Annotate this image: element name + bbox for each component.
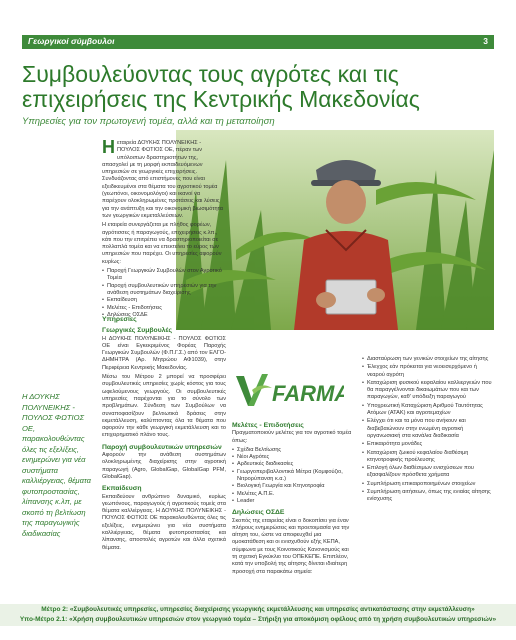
list-item: • Μελέτες - Επιδοτήσεις [102, 305, 224, 312]
list-item: • Διασταύρωση των γενικών στοιχείων της αίτησης [362, 356, 496, 363]
list-item: • Γεωργοπεριβαλλοντικά Μέτρα (Κομφούζιο, Νιτρορύπανση κ.α.) [232, 469, 354, 484]
section-tab [22, 35, 494, 49]
list-item: • Καταχώριση ζωικού κεφαλαίου διαθέσιμη κτηνοτροφικής προέλευσης [362, 450, 496, 465]
education-paragraph: Εκπαιδεύουν ανθρώπινο δυναμικό, κυρίως γεωπόνους, παραγωγούς ή αγροτικούς τομείς στα θέματα καλλιέργειας. Η ΔΟΥΚΗΣ ΠΟΛΥΝΕΙΚΗΣ - ΠΟΥΛΟΣ ΦΩΤΙΟΣ ΟΕ παρακολουθώντας όλες τις εξελίξεις, ενημερώνει για νέα συστήματα καλλιέργειας, θέματα φυτοπροστασίας και λίπανσης, αποστολές αγροτών και άλλα σχετικά θέματα. [102, 493, 226, 551]
agri-paragraph-2: Μέσω του Μέτρου 2 μπορεί να προσφέρει συμβουλευτικές υπηρεσίες χωρίς κόστος για τους ωφελούμενους γεωργούς. Οι συμβουλευτικές υπηρεσίες παρέχονται για το σύνολο των προβλημάτων. Σύνδεση των Συμβούλων να συναποφασίζουν βελτιωτικά δράσεις στην εκμετάλλευση, καλύπτοντας όλα τα θέματα που αφορούν την κάθε γεωργική εκμετάλλευση και το επιχειρηματικό πλάνο τους. [102, 374, 226, 439]
submeasure-label: Υπο-Μέτρο 2.1: [19, 616, 68, 623]
list-item: • Αρδευτικές διαδικασίες [232, 461, 354, 468]
list-item: • Συμπλήρωση αιτήσεων, όπως της ενιαίας αίτησης ενίσχυσης [362, 489, 496, 504]
list-item: • Έλεγχος εάν πρόκειται για νεοεισερχόμενο ή νεαρού αγρότη [362, 364, 496, 379]
studies-column [232, 418, 354, 578]
list-item: • Παροχή συμβουλευτικών υπηρεσιών για την ανάθεση συστημάτων διαχείρισης [102, 283, 224, 298]
list-item: • Συμπλήρωση επικαιροποιημένων στοιχείων [362, 481, 496, 488]
logo-text: FARMA [272, 381, 344, 406]
osde-checklist-column [362, 356, 496, 505]
education-title: Εκπαίδευση [102, 485, 142, 493]
measure-label: Μέτρο 2: [41, 606, 69, 613]
dropcap: Η [102, 137, 115, 157]
page-number: 3 [483, 36, 488, 46]
footer-banner [0, 604, 516, 626]
pull-quote: Η ΔΟΥΚΗΣ ΠΟΛΥΝΕΙΚΗΣ - ΠΟΥΛΟΣ ΦΩΤΙΟΣ ΟΕ, παρακολουθώντας όλες τις εξελίξεις, ενημερώνει για νέα συστήματα καλλιέργειας, θέματα φυτοπροστασίας, λίπανσης κ.λπ, με σκοπό τη βελτίωση της παραγωγικής διαδικασίας [22, 392, 91, 538]
list-item: • Υποχρεωτική Καταχώριση Αριθμού Ταυτότητας Ατόμων (ΑΤΑΚ) και αγροτεμαχίων [362, 403, 496, 418]
list-item: • Σχέδια Βελτίωσης [232, 447, 354, 454]
osde-title: Δηλώσεις ΟΣΔΕ [232, 509, 285, 517]
list-item: • Νέοι Αγρότες [232, 454, 354, 461]
list-item: • Ελέγχει ότι και τα μόνα που ανήκουν και διαβεβαιώνουν στην ενωμένη αγροτική οργανωσιακή στα κανάλια διαδικασία [362, 418, 496, 440]
section-label: Γεωργικοί σύμβουλοι [28, 36, 115, 46]
services-column [102, 312, 226, 554]
management-title: Παροχή συμβουλευτικών υπηρεσιών [102, 443, 222, 451]
list-item: • Μελέτες Α.Π.Ε. [232, 491, 354, 498]
studies-paragraph: Πραγματοποιούν μελέτες για τον αγροτικό τομέα όπως: [232, 430, 352, 444]
footer-measure-line [0, 606, 516, 613]
intro-paragraph-2: Η εταιρεία συνεργάζεται με πλήθος φορέων, αγρότισσες ή παραγωγούς, επιχειρήσεις κ.λπ., κάτι που την επιτρέπει να δραστηριοποιείται σε πολλαπλά τομέα και να επεκτείνει το εύρος των υπηρεσιών που παρέχει. Οι υπηρεσίες αφορούν κυρίως: [102, 222, 222, 265]
list-item: • Επικαιρότητα μονάδες [362, 441, 496, 448]
list-item: • Καταχώριση φυσικού κεφαλαίου καλλιεργειών που θα παραγγέλνονται δικαιωμάτων που και των παραγωγών, καθ' υπόδειξη παραγωγού [362, 380, 496, 402]
studies-title: Μελέτες - Επιδοτήσεις [232, 422, 304, 429]
measure-text: «Συμβουλευτικές υπηρεσίες, υπηρεσίες διαχείρισης γεωργικής εκμετάλλευσης και υπηρεσίες αντικατάστασης στην εκμετάλλευση» [69, 606, 475, 613]
list-item: • Leader [232, 498, 354, 505]
list-item: • Εκπαίδευση [102, 297, 224, 304]
agri-paragraph-1: Η ΔΟΥΚΗΣ ΠΟΛΥΝΕΙΚΗΣ - ΠΟΥΛΟΣ ΦΩΤΙΟΣ ΟΕ είναι Εγκεκριμένος Φορέας Παροχής Γεωργικών Συμβουλών (Φ.Π.Γ.Σ.) από τον ΕΛΓΟ-ΔΗΜΗΤΡΑ (Αρ. Μητρώου ΑΦ1039), στην Περιφέρεια Κεντρικής Μακεδονίας. [102, 335, 226, 371]
management-paragraph: Αφορούν την ανάθεση συστημάτων ολοκληρωμένης διαχείρισης στην αγροτική παραγωγή (Agro, GlobalGap, GlobalGap PFM, GlobalGap). [102, 452, 226, 480]
studies-list [232, 447, 354, 505]
list-item: • Βιολογική Γεωργία και Κτηνοτροφία [232, 483, 354, 490]
intro-column [102, 137, 224, 319]
intro-paragraph-1: Ηεταιρεία ΔΟΥΚΗΣ ΠΟΛΥΝΕΙΚΗΣ - ΠΟΥΛΟΣ ΦΩΤΙΟΣ ΟΕ, πέραν των υπόλοιπων δραστηριοτήτων της, απασχολεί με τη μορφή εκπαιδευόμενων υπηρεσιών σε γεωργικές επιχειρήσεις. Συνδυάζοντας από επιστήμονες που είναι εξειδικευμένοι στα θέματα του αγροτικού τομέα (γεωπόνοι, οικονομολόγοι) και ικανοί να παρέχουν ολοκληρωμένες προτάσεις και λύσεις για την ανάπτυξη και την οικονομική βιωσιμότητα των γεωργικών εκμεταλλεύσεων. [102, 137, 223, 219]
osde-paragraph: Σκοπός της εταιρείας είναι ο δοκοπίσει για έναν πλήρους ενημερώσεις και προετοιμασία για την αίτηση του, ώστε να αποφευχθεί μια ομοκατάθεση και οι ενισχυθούν εξής ΚΕΠΑ, σύμφωνα με τους Κοινοτικούς Κανονισμούς και τη σχετική Εγκύκλιο του ΟΠΕΚΕΠΕ. Επιπλέον, κατά την υποβολή της αίτησης δίνεται ιδιαίτερη προσοχή στα παρακάτω σημεία: [232, 517, 350, 575]
services-title: Υπηρεσίες [102, 316, 137, 323]
list-item: • Επιλογή όλων διαθέσιμων ενισχύσεων που εξασφαλίζουν πρόσθετα χρήματα [362, 465, 496, 480]
vfarma-logo [232, 370, 344, 412]
agri-advice-title: Γεωργικές Συμβουλές [102, 327, 173, 335]
article-headline: Συμβουλεύοντας τους αγρότες και τις επιχειρήσεις της Κεντρικής Μακεδονίας [22, 61, 420, 112]
article-subhead: Υπηρεσίες για τον πρωτογενή τομέα, αλλά και τη μεταποίηση [22, 116, 275, 127]
submeasure-text: «Χρήση συμβουλευτικών υπηρεσιών στον γεωργικό τομέα – Στήριξη για αποκόμιση οφέλους από τη χρήση συμβουλευτικών υπηρεσιών» [69, 616, 497, 623]
list-item: • Παροχή Γεωργικών Συμβουλών στον Αγροτικό Τομέα [102, 268, 224, 283]
list-item: • Δηλώσεις ΟΣΔΕ [102, 312, 224, 319]
footer-submeasure-line [0, 616, 516, 623]
osde-list [362, 356, 496, 504]
